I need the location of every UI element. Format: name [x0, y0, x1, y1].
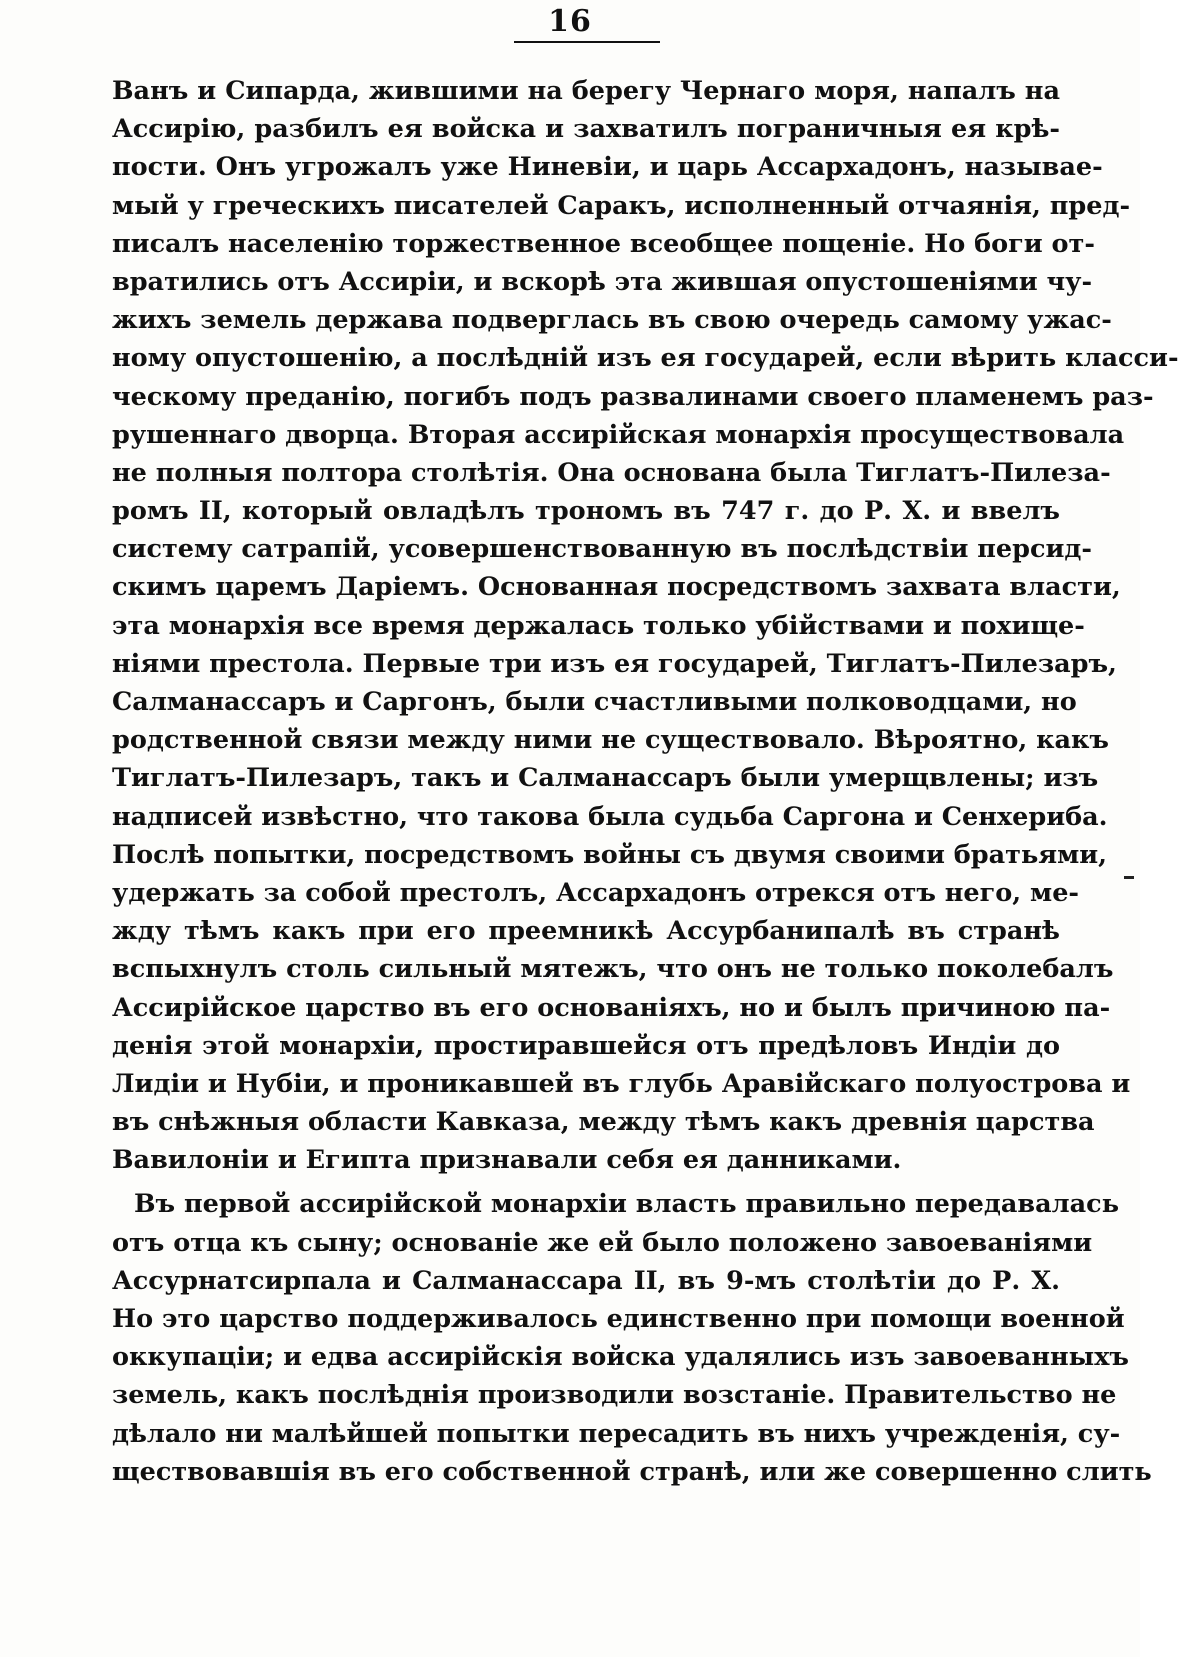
- text-line: оккупаціи; и едва ассирійскія войска удалялись изъ завоеванныхъ: [112, 1342, 1129, 1373]
- text-line: Вавилоніи и Египта признавали себя ея данниками.: [112, 1145, 902, 1176]
- paragraph-1: [112, 72, 1179, 1179]
- body-text: [112, 72, 1179, 1491]
- page-number: 16: [548, 4, 592, 39]
- text-line: вспыхнулъ столь сильный мятежъ, что онъ не только поколебалъ: [112, 954, 1114, 985]
- text-line: дѣлало ни малѣйшей попытки пересадить въ нихъ учрежденія, су-: [112, 1418, 1121, 1449]
- header-rule: [514, 41, 660, 43]
- text-line: Ассирію, разбилъ ея войска и захватилъ пограничныя ея крѣ-: [112, 114, 1060, 145]
- text-line: ромъ II, который овладѣлъ трономъ въ 747 г. до Р. Х. и ввелъ: [112, 496, 1060, 527]
- text-line: мый у греческихъ писателей Саракъ, исполненный отчаянія, пред-: [112, 190, 1131, 221]
- text-line: Ассурнатсирпала и Салманассара II, въ 9-мъ столѣтіи до Р. Х.: [112, 1265, 1060, 1296]
- text-line: жду тѣмъ какъ при его преемникѣ Ассурбанипалѣ въ странѣ: [112, 916, 1060, 947]
- text-line: эта монархія все время держалась только убійствами и похище-: [112, 610, 1085, 641]
- text-line: въ снѣжныя области Кавказа, между тѣмъ какъ древнія царства: [112, 1107, 1095, 1138]
- text-line: Но это царство поддерживалось единственно при помощи военной: [112, 1304, 1125, 1334]
- text-line: родственной связи между ними не существовало. Вѣроятно, какъ: [112, 725, 1109, 756]
- text-line: ществовавшія въ его собственной странѣ, или же совершенно слить: [112, 1456, 1152, 1487]
- text-line: Послѣ попытки, посредствомъ войны съ двумя своими братьями,: [112, 839, 1108, 870]
- text-line: ному опустошенію, а послѣдній изъ ея государей, если вѣрить класси-: [112, 343, 1179, 374]
- text-line: Ассирійское царство въ его основаніяхъ, но и былъ причиною па-: [112, 992, 1111, 1023]
- text-line: жихъ земель держава подверглась въ свою очередь самому ужас-: [112, 305, 1112, 336]
- text-line: надписей извѣстно, что такова была судьба Саргона и Сенхериба.: [112, 801, 1108, 832]
- text-line: ческому преданію, погибъ подъ развалинами своего пламенемъ раз-: [112, 381, 1154, 412]
- text-line: пости. Онъ угрожалъ уже Ниневіи, и царь Ассархадонъ, называе-: [112, 152, 1103, 183]
- text-line: Лидіи и Нубіи, и проникавшей въ глубь Аравійскаго полуострова и: [112, 1068, 1131, 1099]
- paragraph-2: [112, 1185, 1152, 1491]
- text-line: земель, какъ послѣднія производили возстаніе. Правительство не: [112, 1380, 1117, 1411]
- text-line: писалъ населенію торжественное всеобщее пощеніе. Но боги от-: [112, 228, 1095, 259]
- text-line: Салманассаръ и Саргонъ, были счастливыми полководцами, но: [112, 687, 1077, 717]
- text-line: систему сатрапій, усовершенствованную въ послѣдствіи персид-: [112, 534, 1092, 565]
- text-line: удержать за собой престолъ, Ассархадонъ отрекся отъ него, ме-: [112, 877, 1080, 908]
- text-line: Въ первой ассирійской монархіи власть правильно передавалась: [134, 1189, 1119, 1220]
- text-line: не полныя полтора столѣтія. Она основана была Тиглатъ-Пилеза-: [112, 457, 1111, 488]
- text-line: Ванъ и Сипарда, жившими на берегу Чернаго моря, напалъ на: [112, 76, 1060, 106]
- text-line: Тиглатъ-Пилезаръ, такъ и Салманассаръ были умерщвлены; изъ: [112, 763, 1099, 794]
- text-line: скимъ царемъ Даріемъ. Основанная посредствомъ захвата власти,: [112, 572, 1121, 603]
- text-line: отъ отца къ сыну; основаніе же ей было положено завоеваніями: [112, 1227, 1093, 1258]
- text-line: ніями престола. Первые три изъ ея государей, Тиглатъ-Пилезаръ,: [112, 648, 1117, 679]
- margin-mark: [1124, 876, 1134, 879]
- text-line: рушеннаго дворца. Вторая ассирійская монархія просуществовала: [112, 419, 1125, 450]
- text-line: денія этой монархіи, простиравшейся отъ предѣловъ Индіи до: [112, 1030, 1060, 1061]
- text-line: вратились отъ Ассиріи, и вскорѣ эта жившая опустошеніями чу-: [112, 266, 1093, 297]
